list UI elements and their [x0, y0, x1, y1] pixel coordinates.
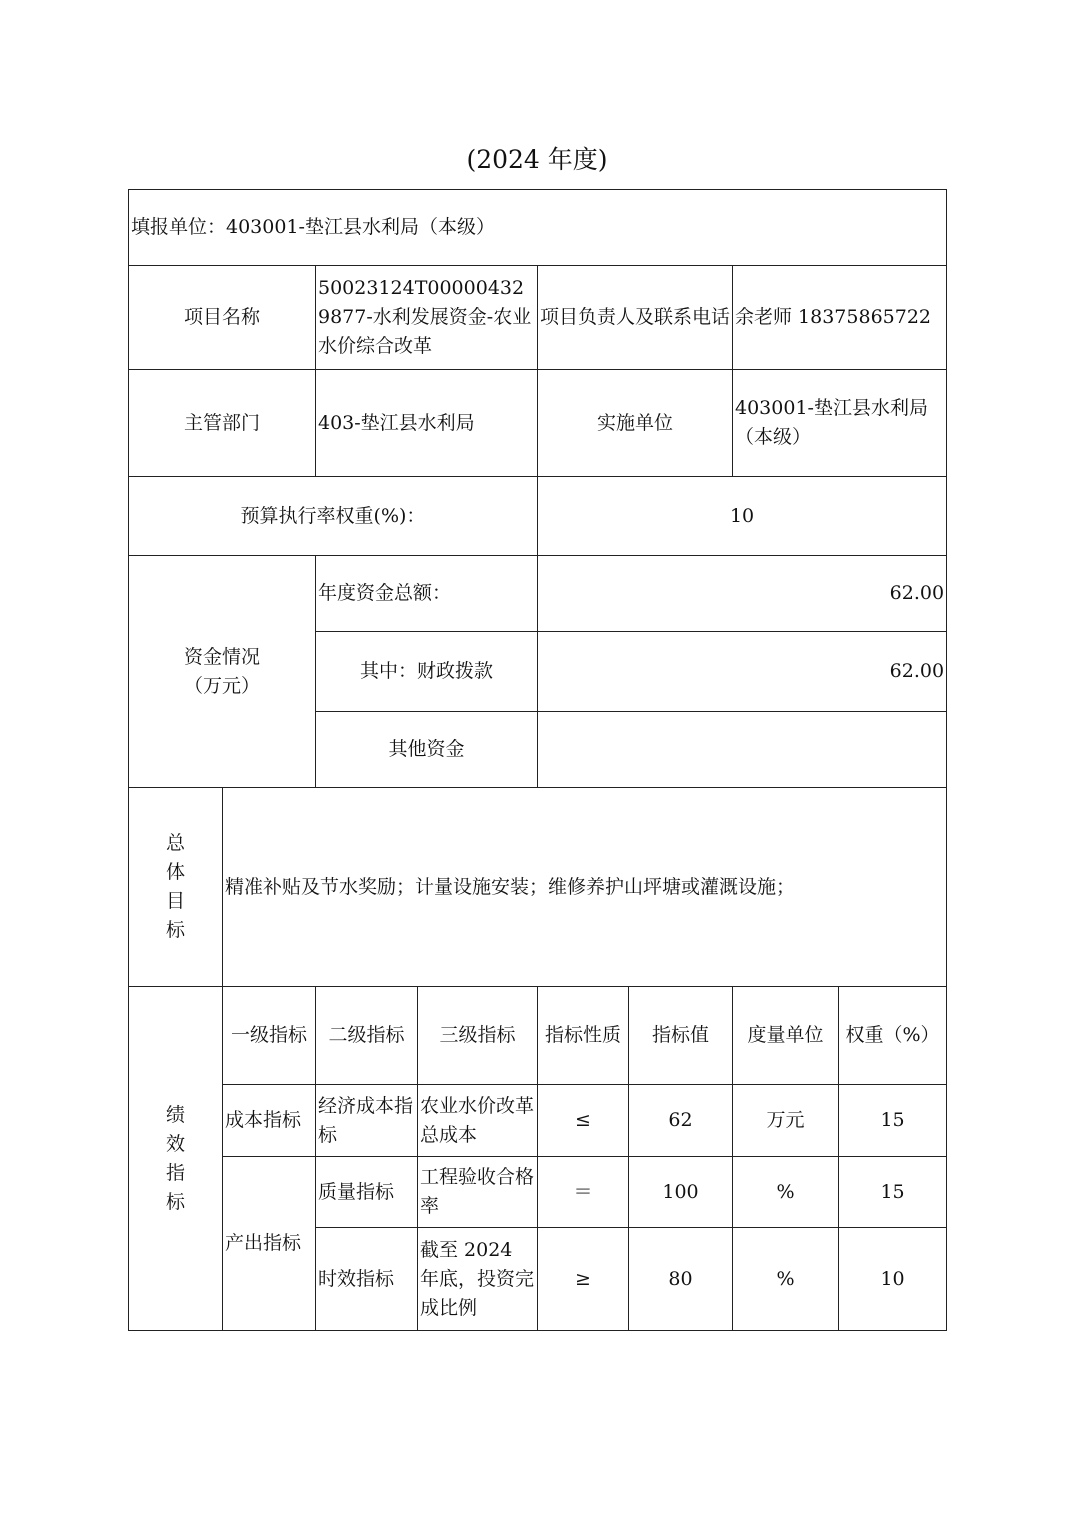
project-lead-value: 余老师 18375865722 — [733, 266, 947, 370]
budget-rate-weight-value: 10 — [538, 477, 947, 556]
row-value: 62 — [629, 1085, 733, 1157]
row-level3: 工程验收合格率 — [418, 1157, 538, 1228]
header-level2: 二级指标 — [316, 987, 418, 1085]
reporting-unit: 填报单位：403001-垫江县水利局（本级） — [129, 190, 947, 266]
row-level2: 质量指标 — [316, 1157, 418, 1228]
perf-label-text: 绩效指标 — [165, 1103, 185, 1213]
project-name-label: 项目名称 — [129, 266, 316, 370]
row-value: 100 — [629, 1157, 733, 1228]
header-nature: 指标性质 — [538, 987, 629, 1085]
dept-label: 主管部门 — [129, 370, 316, 477]
funds-label — [129, 556, 316, 788]
budget-rate-weight-label: 预算执行率权重(%)： — [129, 477, 538, 556]
row-nature: ＝ — [538, 1157, 629, 1228]
row-nature: ≥ — [538, 1228, 629, 1331]
fiscal-value: 62.00 — [538, 632, 947, 712]
goal-value: 精准补贴及节水奖励；计量设施安装；维修养护山坪塘或灌溉设施； — [223, 788, 947, 987]
row-level3: 截至 2024 年底，投资完成比例 — [418, 1228, 538, 1331]
report-year-title: (2024 年度) — [466, 145, 608, 174]
annual-total-value: 62.00 — [538, 556, 947, 632]
project-lead-label: 项目负责人及联系电话 — [538, 266, 733, 370]
row-level3: 农业水价改革总成本 — [418, 1085, 538, 1157]
row-level1: 成本指标 — [223, 1085, 316, 1157]
row-level1: 产出指标 — [223, 1157, 316, 1331]
row-weight: 10 — [839, 1228, 947, 1331]
row-nature: ≤ — [538, 1085, 629, 1157]
row-weight: 15 — [839, 1085, 947, 1157]
row-level2: 经济成本指标 — [316, 1085, 418, 1157]
header-level3: 三级指标 — [418, 987, 538, 1085]
other-funds-value — [538, 712, 947, 788]
row-weight: 15 — [839, 1157, 947, 1228]
goal-label-text: 总体目标 — [165, 832, 185, 941]
project-name-value: 50023124T000004329877-水利发展资金-农业水价综合改革 — [316, 266, 538, 370]
annual-total-label: 年度资金总额： — [316, 556, 538, 632]
impl-unit-label: 实施单位 — [538, 370, 733, 477]
funds-label-text: 资金情况（万元） — [183, 645, 260, 697]
perf-label — [129, 987, 223, 1331]
header-value: 指标值 — [629, 987, 733, 1085]
other-funds-label: 其他资金 — [316, 712, 538, 788]
project-performance-table — [128, 189, 947, 1331]
header-weight: 权重（%） — [839, 987, 947, 1085]
goal-label — [129, 788, 223, 987]
table-row — [129, 1085, 947, 1157]
row-unit: % — [733, 1228, 839, 1331]
table-row — [129, 1157, 947, 1228]
row-level2: 时效指标 — [316, 1228, 418, 1331]
dept-value: 403-垫江县水利局 — [316, 370, 538, 477]
row-value: 80 — [629, 1228, 733, 1331]
row-unit: % — [733, 1157, 839, 1228]
fiscal-label: 其中：财政拨款 — [316, 632, 538, 712]
header-unit: 度量单位 — [733, 987, 839, 1085]
row-unit: 万元 — [733, 1085, 839, 1157]
header-level1: 一级指标 — [223, 987, 316, 1085]
impl-unit-value: 403001-垫江县水利局（本级） — [733, 370, 947, 477]
